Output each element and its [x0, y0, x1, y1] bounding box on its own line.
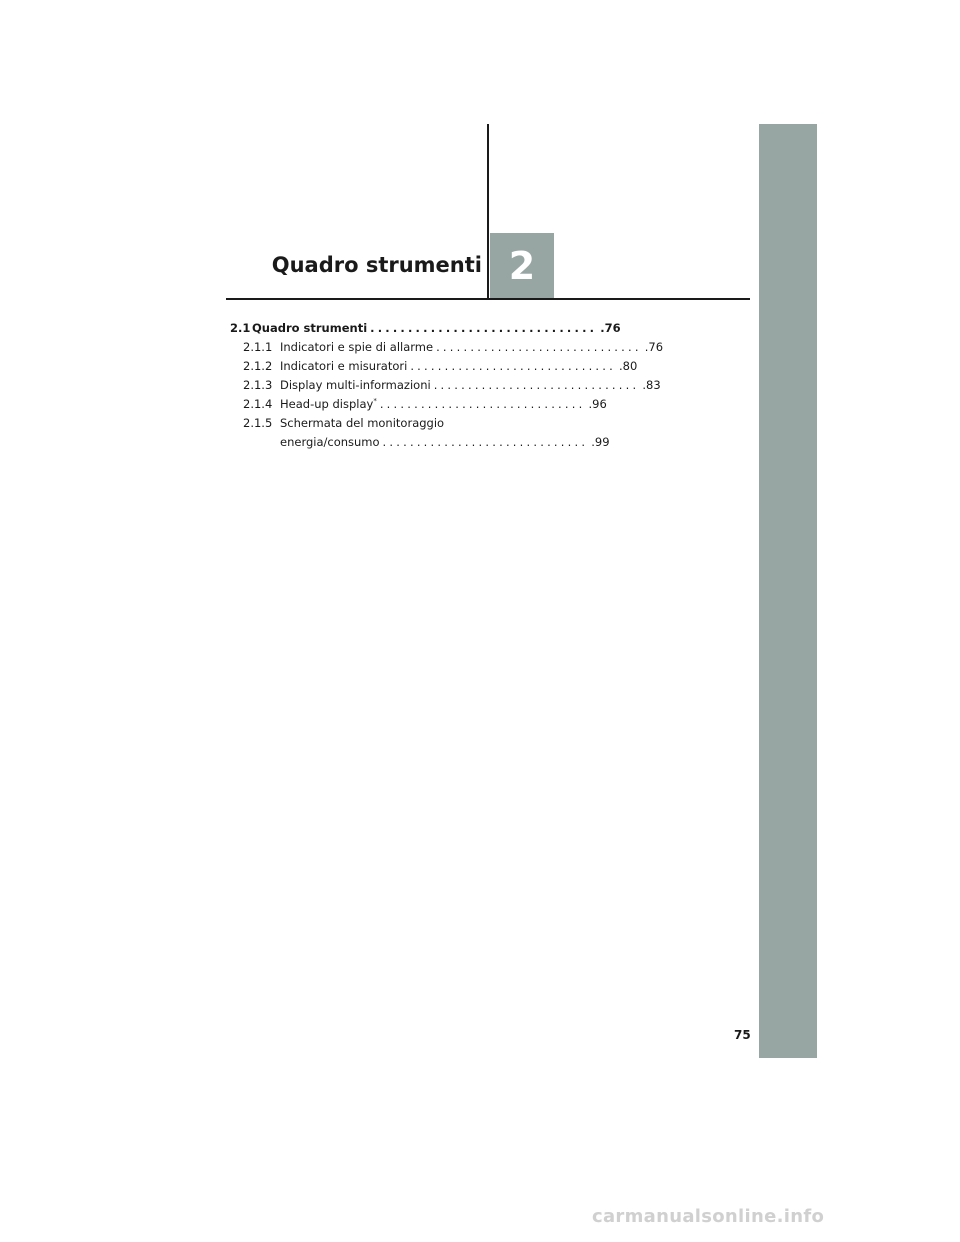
chapter-number: 2 — [508, 243, 536, 288]
table-of-contents — [230, 321, 664, 454]
toc-item-row[interactable] — [230, 340, 664, 359]
header-vertical-rule — [487, 124, 489, 300]
chapter-side-tab — [759, 124, 817, 1058]
toc-item-number: 2.1.3 — [243, 378, 273, 392]
toc-item-number: 2.1.2 — [243, 359, 273, 373]
toc-leader-dots: .............................. — [433, 378, 640, 392]
toc-section-number: 2.1 — [230, 321, 251, 335]
toc-item-title: Display multi-informazioni — [280, 378, 431, 392]
toc-section-row[interactable] — [230, 321, 621, 340]
toc-item-row-continued[interactable] — [230, 435, 610, 454]
page-number: 75 — [734, 1028, 751, 1042]
chapter-title: Quadro strumenti — [271, 253, 482, 277]
toc-item-number: 2.1.4 — [243, 397, 273, 411]
toc-item-row[interactable] — [230, 359, 638, 378]
toc-item-page: .76 — [644, 340, 664, 354]
toc-leader-dots: .............................. — [379, 397, 586, 411]
toc-item-page: .80 — [619, 359, 638, 373]
toc-item-title-cont: energia/consumo — [280, 435, 380, 449]
toc-item-title: Schermata del monitoraggio — [280, 416, 445, 430]
toc-item-title — [280, 397, 377, 411]
header-horizontal-rule — [226, 298, 750, 300]
toc-item-page: .99 — [591, 435, 610, 449]
toc-section-page: .76 — [600, 321, 621, 335]
footnote-asterisk: * — [373, 397, 377, 405]
toc-section-title: Quadro strumenti — [252, 321, 368, 335]
toc-item-number: 2.1.1 — [243, 340, 273, 354]
watermark: carmanualsonline.info — [592, 1206, 825, 1227]
toc-item-row[interactable] — [230, 416, 468, 435]
toc-item-page: .83 — [642, 378, 661, 392]
toc-item-title: Indicatori e spie di allarme — [280, 340, 434, 354]
toc-leader-dots: .............................. — [370, 321, 598, 335]
toc-item-row[interactable] — [230, 378, 661, 397]
chapter-number-box — [490, 233, 554, 298]
toc-leader-dots: .............................. — [436, 340, 642, 354]
toc-leader-dots: .............................. — [382, 435, 589, 449]
toc-item-title-text: Head-up display — [280, 397, 374, 411]
toc-item-title: Indicatori e misuratori — [280, 359, 408, 373]
toc-item-number: 2.1.5 — [243, 416, 273, 430]
toc-leader-dots: .............................. — [410, 359, 616, 373]
toc-item-page: .96 — [588, 397, 607, 411]
toc-item-row[interactable] — [230, 397, 607, 416]
